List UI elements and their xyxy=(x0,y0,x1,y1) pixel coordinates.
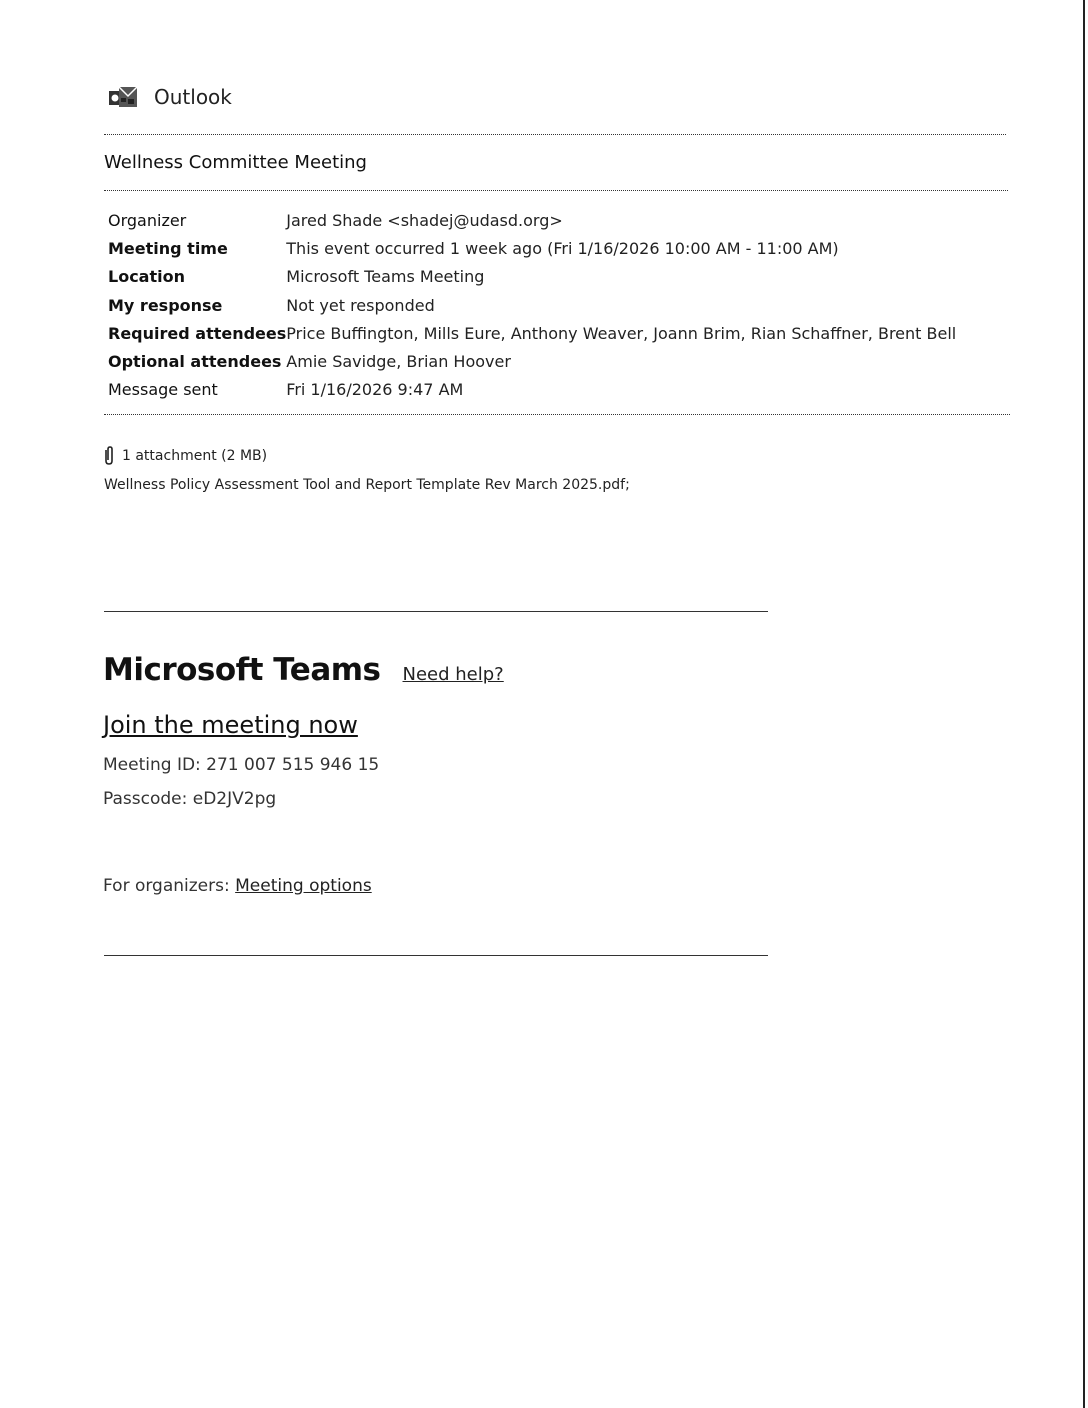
meeting-time-label: Meeting time xyxy=(108,238,228,258)
location-row xyxy=(108,263,956,291)
meeting-passcode: Passcode: eD2JV2pg xyxy=(103,789,277,809)
organizer-label: Organizer xyxy=(108,210,187,230)
join-meeting-link[interactable]: Join the meeting now xyxy=(103,711,358,739)
location-value: Microsoft Teams Meeting xyxy=(286,267,485,287)
outlook-icon xyxy=(107,82,141,112)
details-divider xyxy=(104,414,1010,415)
message-sent-label: Message sent xyxy=(108,380,218,400)
app-title: Outlook xyxy=(154,85,232,109)
header-divider xyxy=(104,134,1006,135)
teams-title: Microsoft Teams xyxy=(103,652,381,688)
meeting-time-value: This event occurred 1 week ago (Fri 1/16/2026 10:00 AM - 11:00 AM) xyxy=(286,238,839,258)
organizer-row xyxy=(108,206,956,234)
attachment-summary[interactable] xyxy=(102,446,267,466)
message-sent-value: Fri 1/16/2026 9:47 AM xyxy=(286,380,464,400)
response-label: My response xyxy=(108,295,223,315)
need-help-link[interactable]: Need help? xyxy=(402,664,504,685)
message-sent-row xyxy=(108,376,956,404)
subject-divider xyxy=(104,190,1008,191)
optional-attendees-value: Amie Savidge, Brian Hoover xyxy=(286,352,511,372)
app-header xyxy=(107,82,232,112)
required-attendees-row xyxy=(108,319,956,347)
teams-bottom-divider xyxy=(104,955,768,956)
meeting-details xyxy=(108,206,956,404)
attachment-count: 1 attachment (2 MB) xyxy=(122,448,268,464)
required-attendees-label: Required attendees xyxy=(108,323,287,343)
optional-attendees-row xyxy=(108,347,956,375)
teams-top-divider xyxy=(104,611,768,612)
location-label: Location xyxy=(108,267,185,287)
required-attendees-value: Price Buffington, Mills Eure, Anthony Weaver, Joann Brim, Rian Schaffner, Brent Bell xyxy=(286,323,957,343)
meeting-id: Meeting ID: 271 007 515 946 15 xyxy=(103,755,380,775)
meeting-options-link[interactable]: Meeting options xyxy=(235,876,372,896)
attachment-file[interactable]: Wellness Policy Assessment Tool and Report Template Rev March 2025.pdf; xyxy=(104,477,630,493)
meeting-time-row xyxy=(108,234,956,262)
optional-attendees-label: Optional attendees xyxy=(108,352,282,372)
organizers-prefix: For organizers: xyxy=(103,876,230,896)
organizer-value[interactable]: Jared Shade <shadej@udasd.org> xyxy=(286,210,563,230)
meeting-subject: Wellness Committee Meeting xyxy=(104,152,367,173)
organizers-line xyxy=(103,876,372,896)
paperclip-icon xyxy=(102,446,116,466)
response-row xyxy=(108,291,956,319)
response-value: Not yet responded xyxy=(286,295,435,315)
page-edge xyxy=(1083,0,1085,1408)
teams-header xyxy=(103,652,504,688)
